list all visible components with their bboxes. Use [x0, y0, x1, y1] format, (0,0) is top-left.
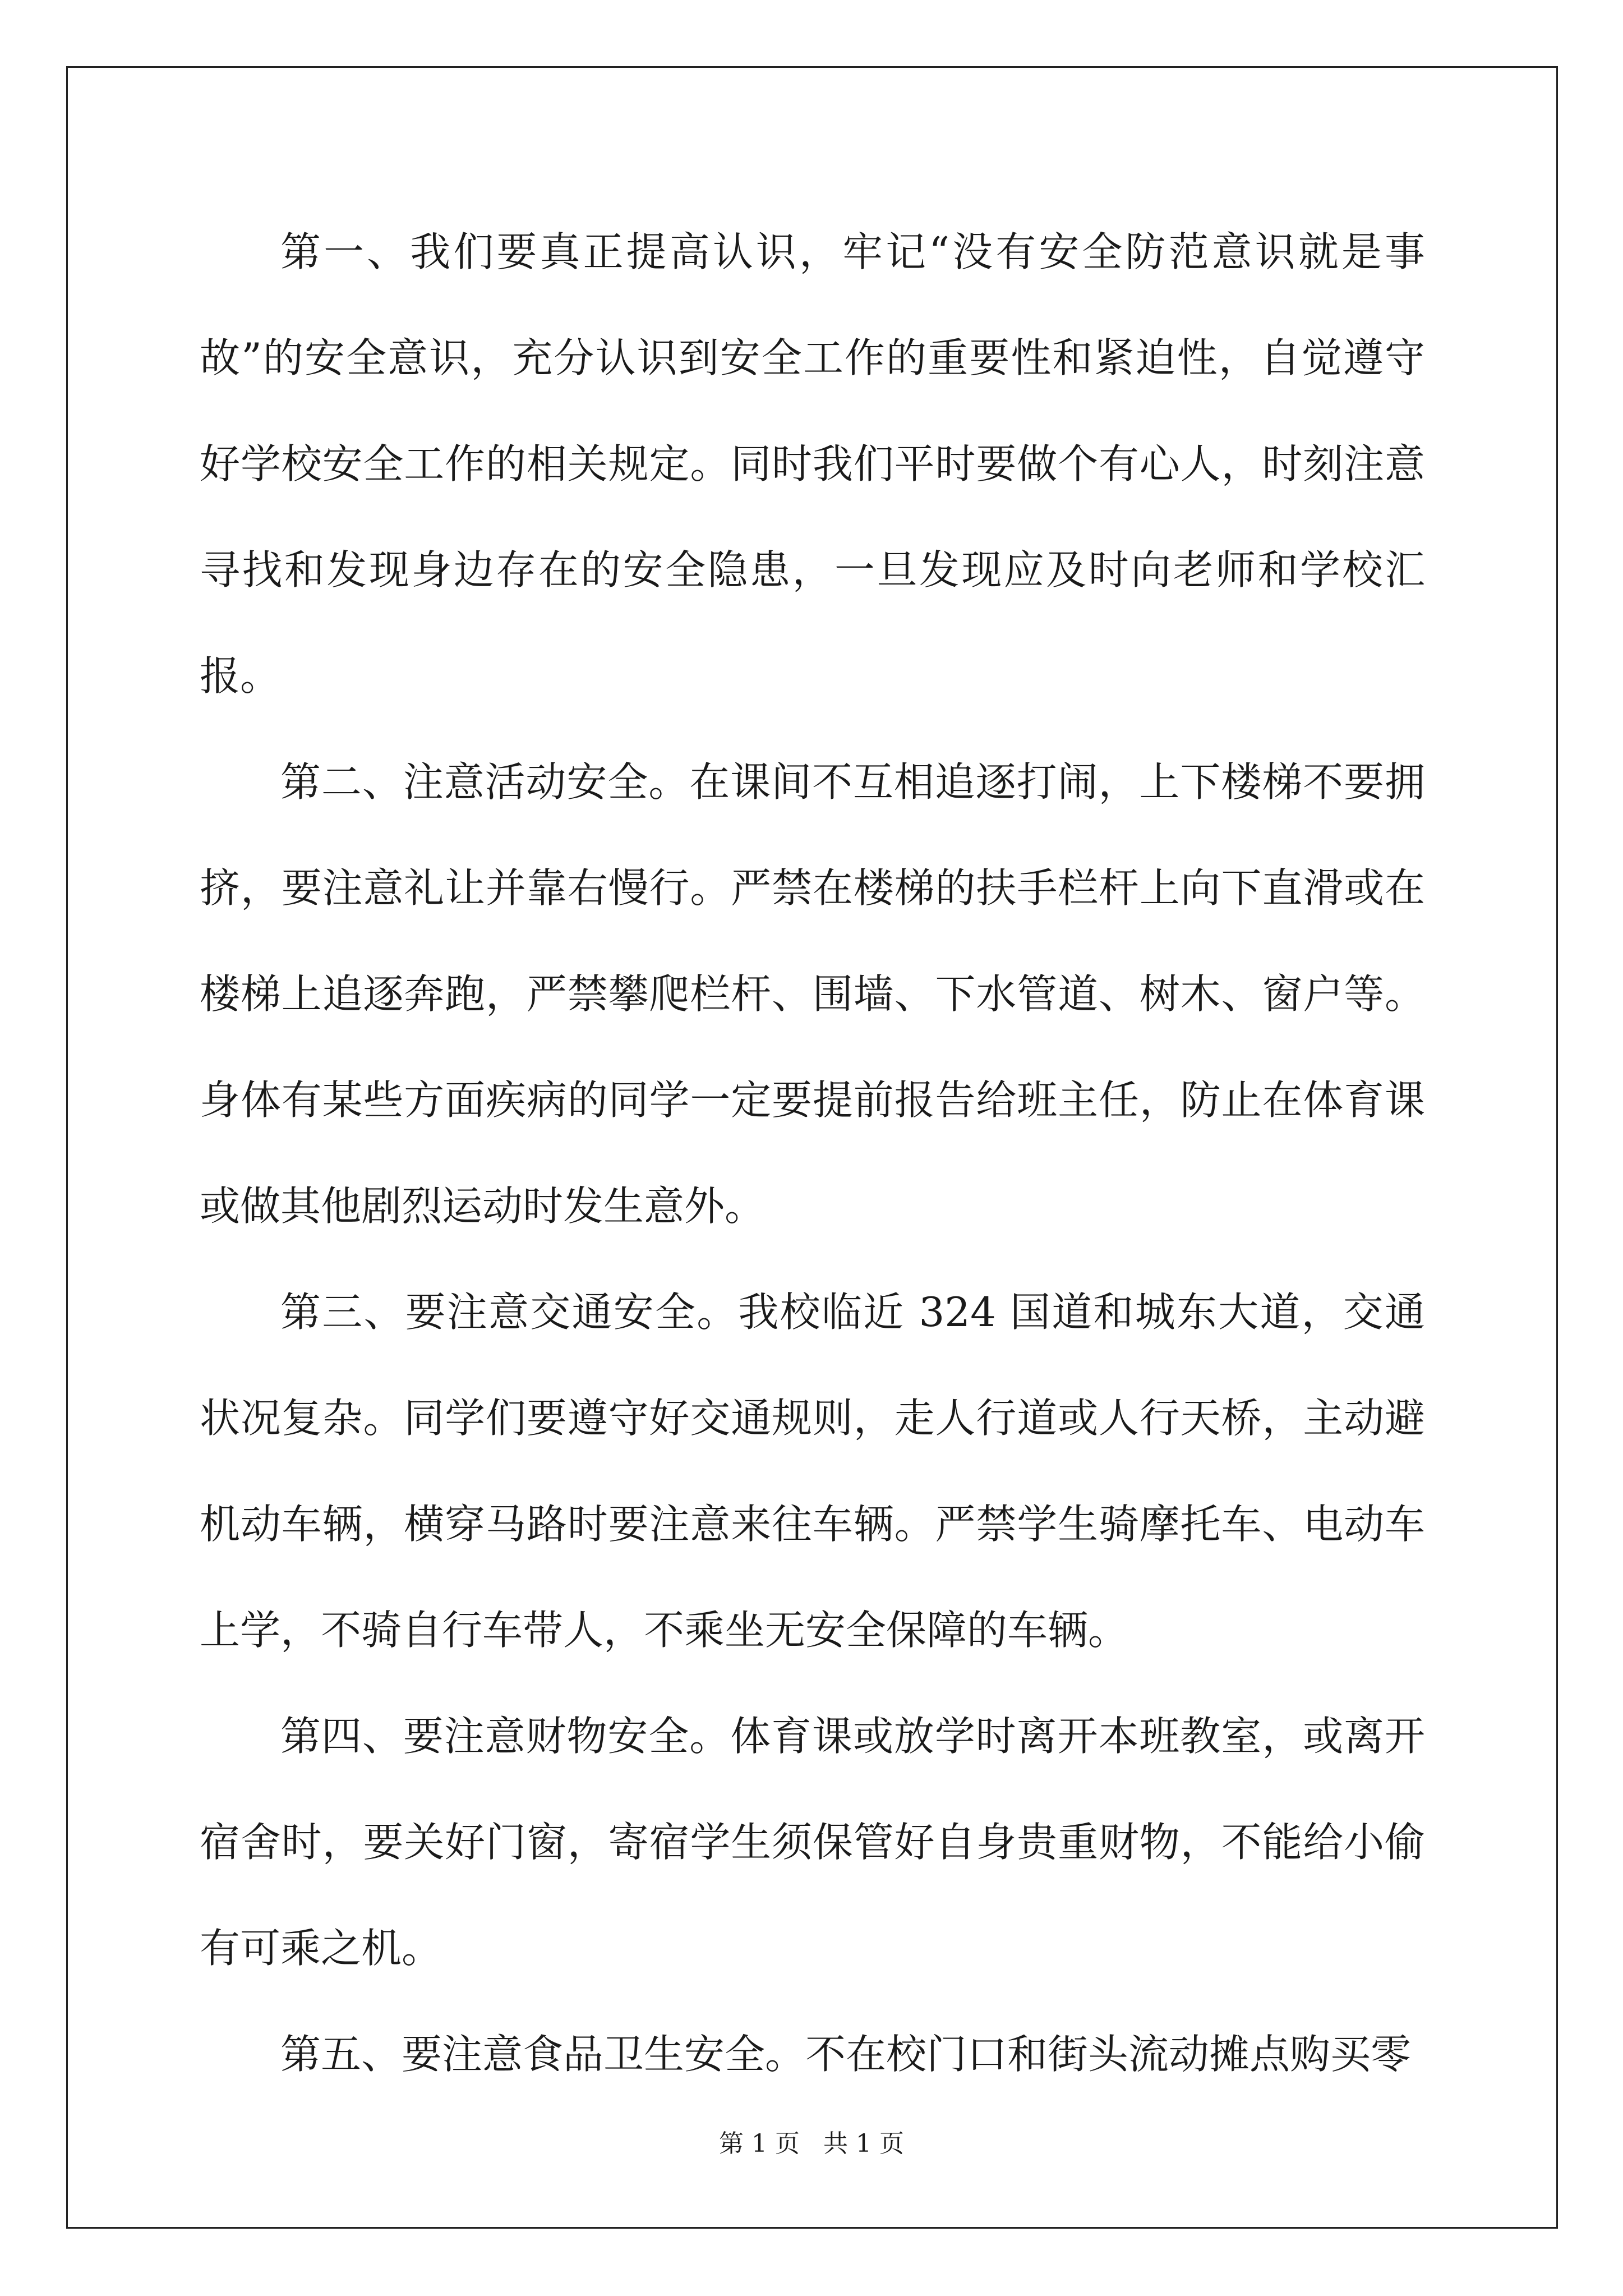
- document-body: [200, 199, 1425, 2108]
- paragraph-2: 第二、注意活动安全。在课间不互相追逐打闹，上下楼梯不要拥挤，要注意礼让并靠右慢行。严禁在楼梯的扶手栏杆上向下直滑或在楼梯上追逐奔跑，严禁攀爬栏杆、围墙、下水管道、树木、窗户等。身体有某些方面疾病的同学一定要提前报告给班主任，防止在体育课或做其他剧烈运动时发生意外。: [200, 758, 1425, 1230]
- paragraph-4: 第四、要注意财物安全。体育课或放学时离开本班教室，或离开宿舍时，要关好门窗，寄宿学生须保管好自身贵重财物，不能给小偷有可乘之机。: [200, 1713, 1425, 1972]
- page-total: 共 1 页: [823, 2129, 904, 2158]
- paragraph-1: 第一、我们要真正提高认识，牢记“没有安全防范意识就是事故”的安全意识，充分认识到安全工作的重要性和紧迫性，自觉遵守好学校安全工作的相关规定。同时我们平时要做个有心人，时刻注意寻找和发现身边存在的安全隐患，一旦发现应及时向老师和学校汇报。: [200, 228, 1425, 700]
- page-footer: [0, 2123, 1623, 2159]
- paragraph-5: 第五、要注意食品卫生安全。不在校门口和街头流动摊点购买零: [280, 2031, 1412, 2078]
- paragraph-3: 第三、要注意交通安全。我校临近 324 国道和城东大道，交通状况复杂。同学们要遵守好交通规则，走人行道或人行天桥，主动避机动车辆，横穿马路时要注意来往车辆。严禁学生骑摩托车、电动车上学，不骑自行车带人，不乘坐无安全保障的车辆。: [200, 1289, 1425, 1654]
- page-number: 第 1 页: [719, 2129, 800, 2158]
